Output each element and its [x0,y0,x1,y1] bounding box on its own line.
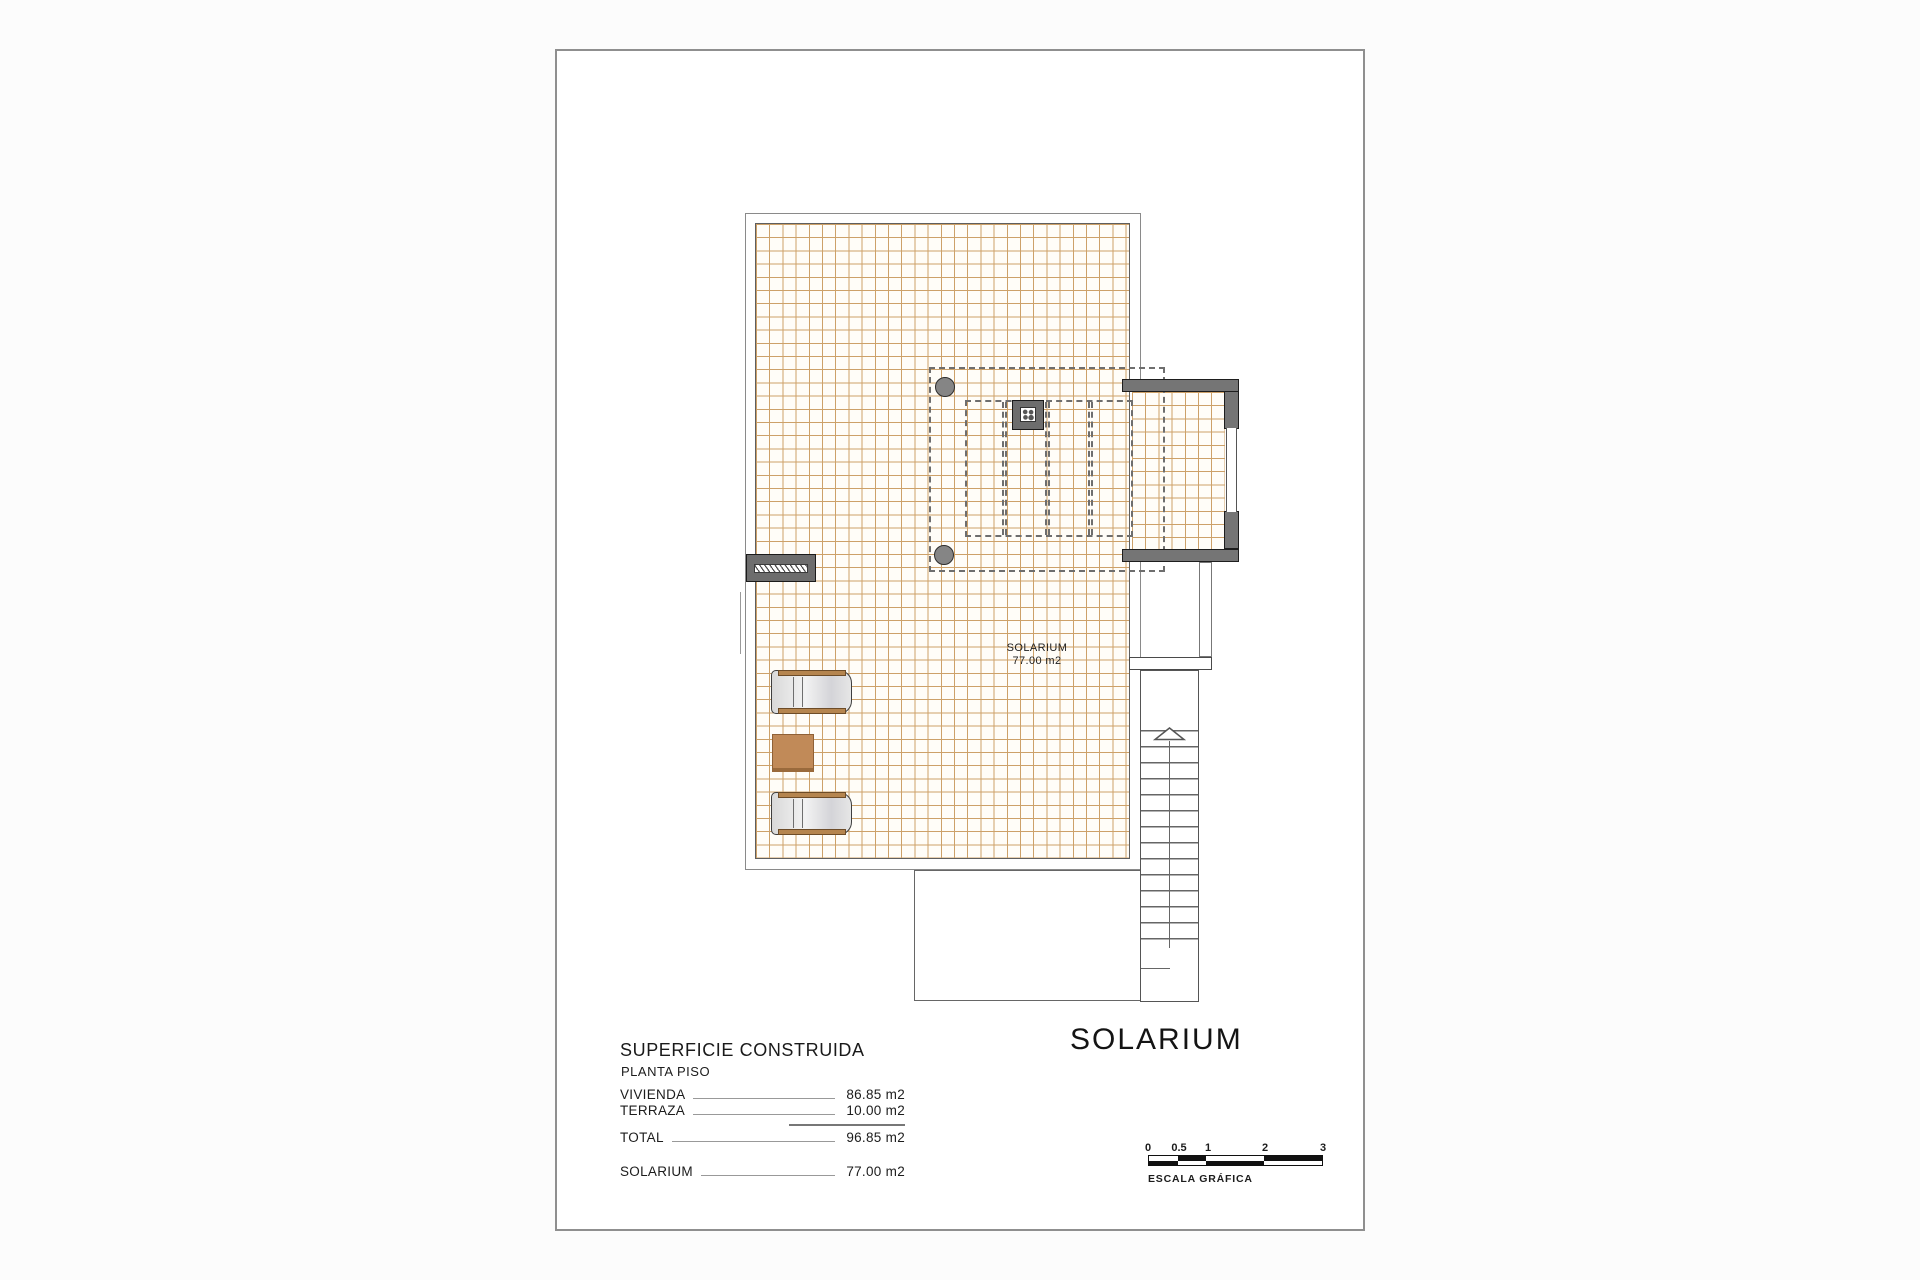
legend-value: 10.00 m2 [846,1103,905,1118]
pergola-beam [1002,402,1007,535]
lounger-wood-rail [778,792,846,798]
lounger-backrest-line [793,799,796,828]
side-table [772,734,814,772]
scale-segment [1149,1161,1178,1166]
stair-shaft [1140,670,1199,1002]
stair-landing [1129,657,1212,670]
legend-row [620,1087,905,1102]
stair-foot-line [1141,968,1170,970]
lounger-wood-rail [778,829,846,835]
legend-label: SOLARIUM [620,1164,693,1179]
bumpout-bottom-wall [1122,549,1239,562]
column [935,377,955,397]
scale-bar-bottom-row [1149,1161,1322,1166]
scale-caption: ESCALA GRÁFICA [1148,1173,1253,1185]
lounger-backrest-line [802,677,805,707]
window-jamb-upper [1224,391,1239,429]
legend-row [620,1164,905,1179]
stair-stringer-line [1169,741,1171,948]
drawing-title: SOLARIUM [1070,1023,1243,1056]
subtotal-rule [789,1124,905,1126]
window-jamb-lower [1224,511,1239,549]
legend-row [620,1103,905,1118]
scale-segment [1264,1161,1322,1166]
wall-notch [740,592,743,654]
legend-label: VIVIENDA [620,1087,686,1102]
scale-tick: 2 [1261,1142,1269,1154]
leader-line [672,1141,835,1142]
legend-value: 86.85 m2 [846,1087,905,1102]
pergola-beam [1045,402,1050,535]
lounger-wood-rail [778,708,846,714]
sun-lounger [771,792,852,835]
legend-value: 77.00 m2 [846,1164,905,1179]
scale-tick: 3 [1319,1142,1327,1154]
lounger-wood-rail [778,670,846,676]
chimney [1012,400,1044,430]
room-area-value: 77.00 m2 [1012,655,1062,667]
lounger-backrest-line [802,799,805,828]
legend-header: SUPERFICIE CONSTRUIDA [620,1040,865,1060]
scale-segment [1178,1161,1207,1166]
scale-tick: 1 [1204,1142,1212,1154]
scale-tick: 0 [1144,1142,1152,1154]
vent-grille [754,564,808,573]
sun-lounger [771,670,852,714]
stairs-up-arrow-icon [1153,727,1186,746]
legend-row [620,1130,905,1145]
scale-tick: 0.5 [1171,1142,1187,1154]
leader-line [701,1175,835,1176]
lounger-backrest-line [793,677,796,707]
scale-segment [1206,1161,1263,1166]
stair-side-wall [1199,562,1212,657]
legend-value: 96.85 m2 [846,1130,905,1145]
window [1226,428,1237,512]
pergola-beam [1088,402,1093,535]
bumpout-top-wall [1122,379,1239,392]
plan-sheet [555,49,1365,1231]
legend-subheader: PLANTA PISO [621,1064,711,1079]
room-area-label [977,642,1097,668]
graphic-scale-bar [1148,1155,1323,1166]
chimney-grille [1020,407,1036,422]
wall-vent [746,554,816,582]
room-name: SOLARIUM [1006,642,1068,654]
legend-label: TERRAZA [620,1103,686,1118]
leader-line [693,1114,835,1115]
column [934,545,954,565]
leader-line [693,1098,835,1099]
legend-label: TOTAL [620,1130,664,1145]
